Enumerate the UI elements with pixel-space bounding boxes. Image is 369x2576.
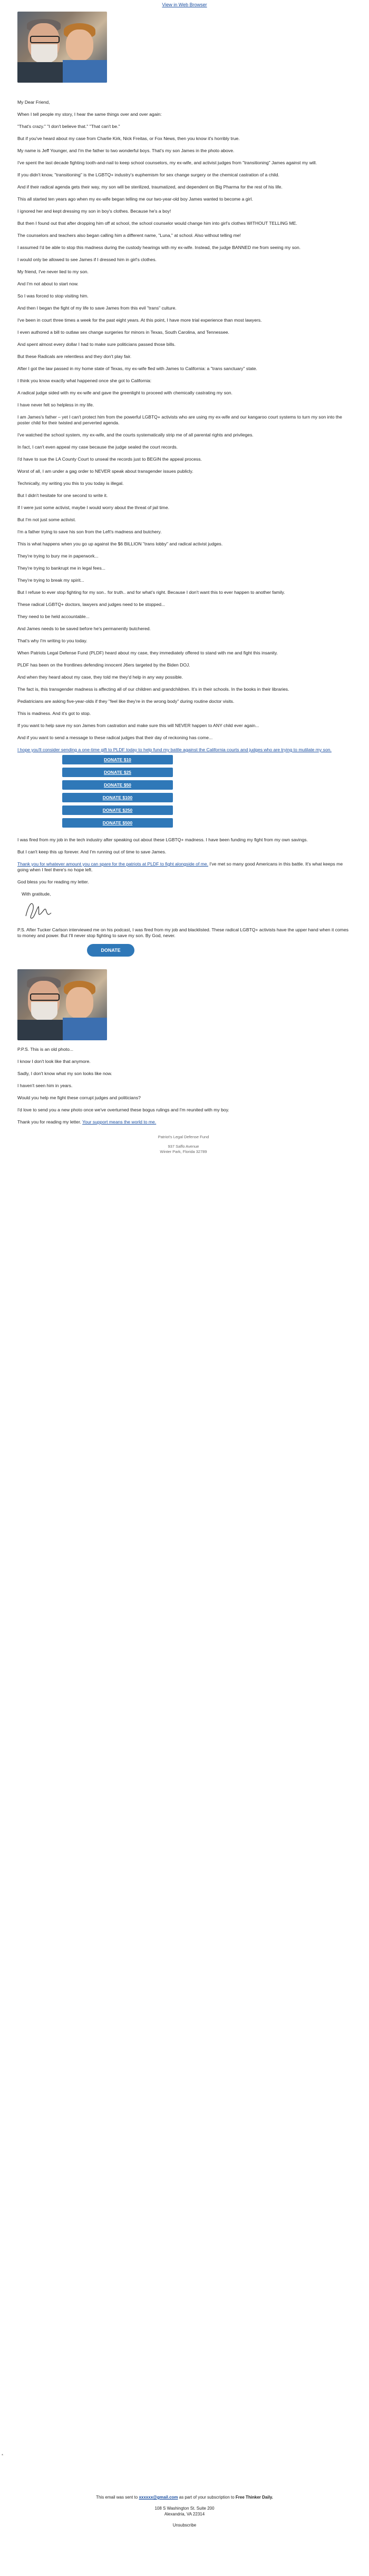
org-address-line: Winter Park, Florida 32789 bbox=[160, 1149, 207, 1154]
paragraph: Worst of all, I am under a gag order to NEVER speak about transgender issues publicly. bbox=[17, 469, 193, 474]
org-address-line: 937 Saffo Avenue bbox=[168, 1144, 199, 1149]
donate-50-button[interactable]: DONATE $50 bbox=[62, 780, 173, 790]
paragraph: And then I began the fight of my life to save James from this evil "trans" culture. bbox=[17, 305, 177, 311]
paragraph: Technically, my writing you this to you today is illegal. bbox=[17, 481, 124, 486]
paragraph: But I didn't hesitate for one second to write it. bbox=[17, 493, 108, 498]
view-in-browser-bar bbox=[0, 0, 369, 9]
pps-paragraph: I know I don't look like that anymore. bbox=[17, 1059, 91, 1064]
paragraph: I would only be allowed to see James if I dressed him in girl's clothes. bbox=[17, 257, 157, 262]
paragraph: But I can't keep this up forever. And I'm running out of time to save James. bbox=[17, 849, 167, 854]
paragraph: If I were just some activist, maybe I would worry about the threat of jail time. bbox=[17, 505, 170, 510]
thanks-paragraph bbox=[17, 861, 349, 873]
paragraph: A radical judge sided with my ex-wife and gave the greenlight to proceed with chemically castrating my son. bbox=[17, 390, 232, 395]
paragraph: In fact, I can't even appeal my case because the judge sealed the court records. bbox=[17, 444, 178, 450]
paragraph: They're trying to break my spirit... bbox=[17, 578, 84, 583]
paragraph: God bless you for reading my letter. bbox=[17, 879, 89, 884]
pps-paragraph: I haven't seen him in years. bbox=[17, 1083, 73, 1088]
paragraph: I am James's father – yet I can't protect him from the powerful LGBTQ+ activists who are using my ex-wife and our kangaroo court systems to turn my son into the poster child for their twisted and perverted agenda. bbox=[17, 414, 342, 425]
paragraph: But then I found out that after dropping him off at school, the school counselor would change him into girl's clothes WITHOUT TELLING ME. bbox=[17, 221, 297, 226]
paragraph: And when they heard about my case, they told me they'd help in any way possible. bbox=[17, 674, 183, 680]
org-name: Patriot's Legal Defense Fund bbox=[158, 1135, 209, 1139]
paragraph: They're trying to bury me in paperwork... bbox=[17, 553, 99, 559]
donate-250-button[interactable]: DONATE $250 bbox=[62, 805, 173, 815]
paragraph: I've been in court three times a week for the past eight years. At this point, I have more trial experience than most lawyers. bbox=[17, 317, 262, 323]
paragraph: Pediatricians are asking five-year-olds if they "feel like they're in the wrong body" during routine doctor visits. bbox=[17, 699, 235, 704]
father-son-photo bbox=[17, 12, 107, 83]
pps-text: Thank you for reading my letter. bbox=[17, 1119, 83, 1125]
ps-paragraph: P.S. After Tucker Carlson interviewed me on his podcast, I was fired from my job and blacklisted. These radical LGBTQ+ activists have the upper hand when it comes to money and power. But I'll never stop fighting to save my son. By God, never. bbox=[17, 927, 349, 938]
paragraph: This all started ten years ago when my ex-wife began telling me our two-year-old boy James wanted to become a girl. bbox=[17, 196, 253, 202]
publisher-address-line: Alexandria, VA 22314 bbox=[164, 2512, 205, 2517]
paragraph: That's why I'm writing to you today. bbox=[17, 638, 88, 643]
support-link[interactable]: Your support means the world to me. bbox=[82, 1119, 157, 1125]
paragraph: But if you've heard about my case from Charlie Kirk, Nick Freitas, or Fox News, then you know it's horribly true. bbox=[17, 136, 240, 141]
paragraph: PLDF has been on the frontlines defending innocent J6ers targeted by the Biden DOJ. bbox=[17, 662, 190, 668]
view-in-browser-link[interactable]: View in Web Browser bbox=[162, 2, 207, 7]
paragraph: But I'm not just some activist. bbox=[17, 517, 76, 522]
paragraph: After I got the law passed in my home state of Texas, my ex-wife fled with James to California: a "trans sanctuary" state. bbox=[17, 366, 257, 371]
subscription-footer bbox=[0, 2494, 369, 2528]
paragraph: If you didn't know, "transitioning" is the LGBTQ+ industry's euphemism for sex change surgery or the chemical castration of a child. bbox=[17, 172, 279, 177]
paragraph: If you want to help save my son James from castration and make sure this will NEVER happen to ANY child ever again... bbox=[17, 723, 259, 728]
stray-mark: * bbox=[2, 2453, 4, 2458]
unsubscribe-link[interactable]: Unsubscribe bbox=[172, 2523, 197, 2528]
paragraph: The fact is, this transgender madness is affecting all of our children and grandchildren. It's in their schools. In the books in their libraries. bbox=[17, 687, 289, 692]
pps-paragraph: P.P.S. This is an old photo... bbox=[17, 1047, 74, 1052]
paragraph: And I'm not about to start now. bbox=[17, 281, 79, 286]
paragraph: But these Radicals are relentless and they don't play fair. bbox=[17, 354, 132, 359]
salutation: My Dear Friend, bbox=[17, 100, 50, 105]
paragraph: This is what happens when you go up against the $6 BILLION "trans lobby" and radical activist judges. bbox=[17, 541, 223, 546]
paragraph: When Patriots Legal Defense Fund (PLDF) heard about my case, they immediately offered to stand with me and fight this insanity. bbox=[17, 650, 278, 655]
letter-body bbox=[17, 12, 349, 1155]
paragraph: I've watched the school system, my ex-wife, and the courts systematically strip me of all parental rights and privileges. bbox=[17, 432, 254, 437]
publication-name: Free Thinker Daily. bbox=[235, 2495, 273, 2500]
paragraph: My name is Jeff Younger, and I'm the father to two wonderful boys. That's my son James in the photo above. bbox=[17, 148, 235, 153]
paragraph: I'd have to sue the LA County Court to unseal the records just to BEGIN the appeal process. bbox=[17, 456, 202, 462]
subscription-notice: This email was sent to xxxxxx@gmail.com as part of your subscription to Free Thinker Daily. bbox=[96, 2495, 273, 2500]
paragraph: And spent almost every dollar I had to make sure politicians passed those bills. bbox=[17, 342, 176, 347]
signature-image bbox=[22, 898, 53, 922]
paragraph: I assumed I'd be able to stop this madness during the custody hearings with my ex-wife. Instead, the judge BANNED me from seeing my son. bbox=[17, 245, 301, 250]
closing: With gratitude, bbox=[22, 891, 51, 897]
paragraph: I ignored her and kept dressing my son in boy's clothes. Because he's a boy! bbox=[17, 208, 171, 214]
paragraph: But I refuse to ever stop fighting for my son.. for truth.. and for what's right. Because I don't want this to ever happen to another family. bbox=[17, 590, 285, 595]
paragraph: And if their radical agenda gets their way, my son will be sterilized, traumatized, and dependent on Big Pharma for the rest of his life. bbox=[17, 184, 283, 190]
paragraph: This is madness. And it's got to stop. bbox=[17, 711, 91, 716]
paragraph: They're trying to bankrupt me in legal fees... bbox=[17, 565, 105, 571]
paragraph: So I was forced to stop visiting him. bbox=[17, 293, 89, 299]
paragraph: I have never felt so helpless in my life. bbox=[17, 402, 94, 407]
paragraph: I think you know exactly what happened once she got to California: bbox=[17, 378, 152, 383]
paragraph: I was fired from my job in the tech industry after speaking out about these LGBTQ+ madness. I have been funding my fight from my own savings. bbox=[17, 837, 308, 842]
donate-100-button[interactable]: DONATE $100 bbox=[62, 793, 173, 802]
appeal-link[interactable]: I hope you'll consider sending a one-time gift to PLDF today to help fund my battle against the California courts and judges who are trying to mutilate my son. bbox=[17, 747, 332, 752]
paragraph: The counselors and teachers also began calling him a different name, "Luna," at school. Also without telling me! bbox=[17, 233, 241, 238]
father-son-photo-2 bbox=[17, 969, 107, 1040]
pps-paragraph: I'd love to send you a new photo once we've overturned these bogus rulings and I'm reunited with my boy. bbox=[17, 1107, 229, 1112]
thanks-text: I've met so many good Americans in this battle. It's what keeps me going when I feel there's no hope left. bbox=[17, 861, 343, 872]
publisher-address-line: 108 S Washington St. Suite 200 bbox=[154, 2506, 215, 2511]
appeal-paragraph bbox=[17, 747, 349, 753]
paragraph: And James needs to be saved before he's permanently butchered. bbox=[17, 626, 151, 631]
paragraph: I've spent the last decade fighting tooth-and-nail to keep school counselors, my ex-wife, and activist judges from "transitioning" James against my will. bbox=[17, 160, 317, 165]
org-footer bbox=[17, 1135, 349, 1155]
pps-paragraph bbox=[17, 1119, 349, 1125]
donate-amount-list bbox=[62, 755, 173, 828]
paragraph: "That's crazy." "I don't believe that." "That can't be." bbox=[17, 124, 120, 129]
paragraph: My friend, I've never lied to my son. bbox=[17, 269, 89, 274]
pps-paragraph: Sadly, I don't know what my son looks like now. bbox=[17, 1071, 112, 1076]
thanks-link[interactable]: Thank you for whatever amount you can spare for the patriots at PLDF to fight alongside of me. bbox=[17, 861, 209, 867]
paragraph: They need to be held accountable... bbox=[17, 614, 90, 619]
donate-cta-button[interactable]: DONATE bbox=[87, 944, 134, 957]
paragraph: These radical LGBTQ+ doctors, lawyers and judges need to be stopped... bbox=[17, 602, 166, 607]
pps-paragraph: Would you help me fight these corrupt judges and politicians? bbox=[17, 1095, 141, 1100]
donate-25-button[interactable]: DONATE $25 bbox=[62, 768, 173, 777]
paragraph: I'm a father trying to save his son from the Left's madness and butchery. bbox=[17, 529, 162, 534]
donate-10-button[interactable]: DONATE $10 bbox=[62, 755, 173, 764]
paragraph: I even authored a bill to outlaw sex change surgeries for minors in Texas, South Carolina, and Tennessee. bbox=[17, 330, 229, 335]
paragraph: And if you want to send a message to these radical judges that their day of reckoning has come... bbox=[17, 735, 213, 740]
subscriber-email-link[interactable]: xxxxxx@gmail.com bbox=[139, 2495, 178, 2500]
paragraph: When I tell people my story, I hear the same things over and over again: bbox=[17, 112, 162, 117]
donate-500-button[interactable]: DONATE $500 bbox=[62, 818, 173, 828]
